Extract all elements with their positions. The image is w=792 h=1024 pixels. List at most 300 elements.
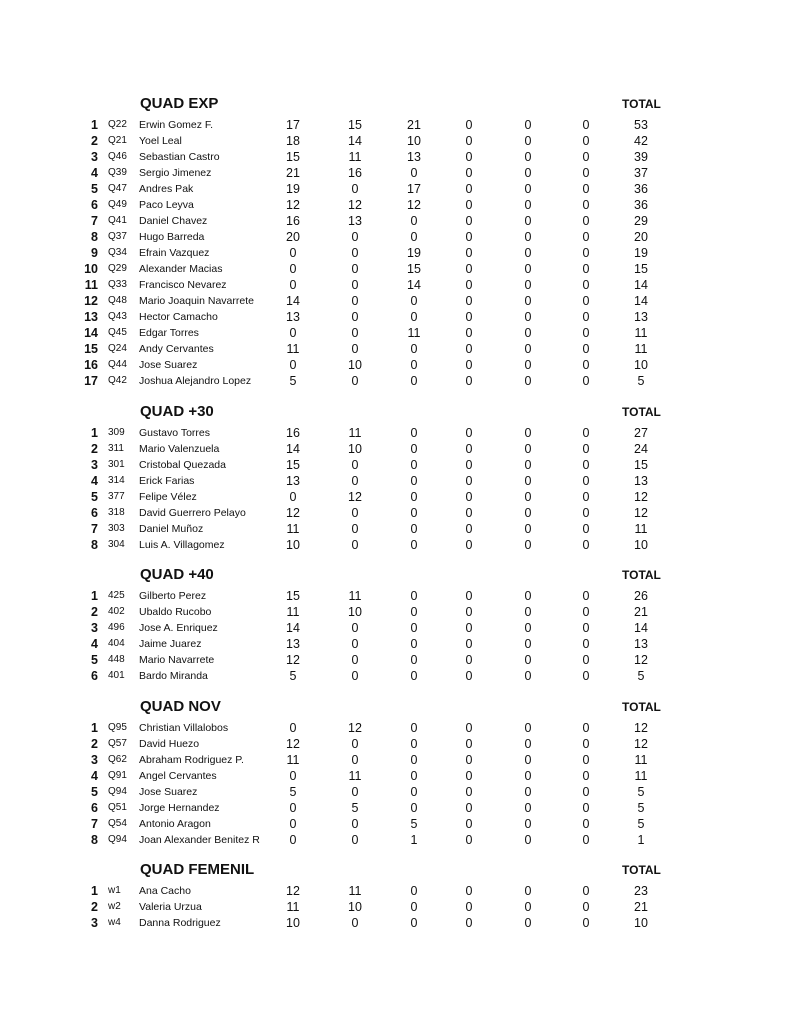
rider-name: Andres Pak [139, 183, 194, 195]
round-score-6: 0 [582, 916, 590, 930]
rider-name: David Huezo [139, 738, 200, 750]
round-score-2: 0 [351, 262, 359, 276]
round-score-6: 0 [582, 769, 590, 783]
section-title: QUAD EXP [140, 95, 219, 112]
round-score-2: 0 [351, 326, 359, 340]
round-score-1: 0 [289, 490, 297, 504]
round-score-6: 0 [582, 326, 590, 340]
round-score-5: 0 [524, 769, 532, 783]
section-title: QUAD +40 [140, 566, 214, 583]
round-score-5: 0 [524, 817, 532, 831]
table-row [0, 229, 792, 245]
round-score-2: 16 [348, 166, 362, 180]
round-score-1: 18 [286, 134, 300, 148]
total-score: 11 [634, 522, 648, 536]
rider-name: Jaime Juarez [139, 638, 202, 650]
rider-number: 425 [108, 590, 125, 601]
round-score-4: 0 [465, 833, 473, 847]
table-row [0, 181, 792, 197]
rider-name: Gustavo Torres [139, 427, 211, 439]
round-score-6: 0 [582, 374, 590, 388]
round-score-2: 13 [348, 214, 362, 228]
total-header: TOTAL [622, 568, 661, 582]
rider-number: Q48 [108, 295, 127, 306]
round-score-6: 0 [582, 737, 590, 751]
place-number: 6 [91, 506, 98, 520]
round-score-2: 0 [351, 833, 359, 847]
round-score-4: 0 [465, 166, 473, 180]
place-number: 5 [91, 785, 98, 799]
rider-name: Mario Navarrete [139, 654, 215, 666]
round-score-3: 0 [410, 426, 418, 440]
round-score-2: 0 [351, 785, 359, 799]
round-score-1: 11 [286, 605, 300, 619]
total-score: 29 [634, 214, 648, 228]
table-row [0, 883, 792, 899]
round-score-1: 13 [286, 310, 300, 324]
round-score-6: 0 [582, 589, 590, 603]
round-score-1: 0 [289, 721, 297, 735]
round-score-5: 0 [524, 538, 532, 552]
rider-number: w2 [108, 901, 121, 912]
section-quad-femenil [0, 861, 792, 931]
place-number: 14 [84, 326, 98, 340]
total-score: 12 [634, 721, 648, 735]
place-number: 9 [91, 246, 98, 260]
total-score: 13 [634, 637, 648, 651]
table-row [0, 373, 792, 389]
round-score-2: 0 [351, 637, 359, 651]
section-quad-nov [0, 698, 792, 848]
round-score-2: 0 [351, 737, 359, 751]
round-score-2: 10 [348, 605, 362, 619]
round-score-3: 0 [410, 669, 418, 683]
rider-number: 448 [108, 654, 125, 665]
table-row [0, 293, 792, 309]
round-score-2: 11 [348, 589, 362, 603]
table-row [0, 117, 792, 133]
place-number: 8 [91, 538, 98, 552]
round-score-3: 13 [407, 150, 421, 164]
round-score-1: 11 [286, 753, 300, 767]
round-score-6: 0 [582, 166, 590, 180]
rider-number: Q51 [108, 802, 127, 813]
round-score-1: 0 [289, 769, 297, 783]
total-score: 10 [634, 358, 648, 372]
total-score: 13 [634, 310, 648, 324]
total-header: TOTAL [622, 405, 661, 419]
rider-number: 401 [108, 670, 125, 681]
table-row [0, 277, 792, 293]
round-score-5: 0 [524, 310, 532, 324]
round-score-4: 0 [465, 326, 473, 340]
rider-number: Q34 [108, 247, 127, 258]
rider-name: Joan Alexander Benitez R [139, 834, 260, 846]
section-header [0, 698, 792, 720]
rider-name: Joshua Alejandro Lopez [139, 375, 252, 387]
rider-name: Danna Rodriguez [139, 917, 221, 929]
round-score-3: 0 [410, 769, 418, 783]
round-score-6: 0 [582, 310, 590, 324]
round-score-4: 0 [465, 621, 473, 635]
rider-name: Hugo Barreda [139, 231, 205, 243]
round-score-6: 0 [582, 278, 590, 292]
round-score-3: 0 [410, 900, 418, 914]
rider-number: Q42 [108, 375, 127, 386]
table-row [0, 636, 792, 652]
round-score-4: 0 [465, 669, 473, 683]
section-quad-40 [0, 566, 792, 684]
round-score-5: 0 [524, 506, 532, 520]
place-number: 4 [91, 637, 98, 651]
round-score-2: 0 [351, 230, 359, 244]
round-score-6: 0 [582, 246, 590, 260]
place-number: 15 [84, 342, 98, 356]
table-row [0, 473, 792, 489]
round-score-2: 0 [351, 374, 359, 388]
round-score-5: 0 [524, 246, 532, 260]
rider-number: 318 [108, 507, 125, 518]
round-score-2: 14 [348, 134, 362, 148]
total-score: 36 [634, 198, 648, 212]
rider-name: Felipe Vélez [139, 491, 197, 503]
total-score: 39 [634, 150, 648, 164]
rider-name: Sergio Jimenez [139, 167, 212, 179]
table-row [0, 309, 792, 325]
place-number: 8 [91, 833, 98, 847]
total-score: 5 [637, 801, 645, 815]
round-score-4: 0 [465, 442, 473, 456]
round-score-4: 0 [465, 801, 473, 815]
round-score-3: 0 [410, 442, 418, 456]
table-row [0, 261, 792, 277]
round-score-5: 0 [524, 753, 532, 767]
place-number: 2 [91, 737, 98, 751]
rider-name: Jorge Hernandez [139, 802, 220, 814]
round-score-6: 0 [582, 134, 590, 148]
round-score-1: 0 [289, 246, 297, 260]
round-score-3: 0 [410, 522, 418, 536]
table-row [0, 149, 792, 165]
total-score: 19 [634, 246, 648, 260]
round-score-6: 0 [582, 490, 590, 504]
round-score-5: 0 [524, 326, 532, 340]
round-score-3: 0 [410, 785, 418, 799]
round-score-1: 10 [286, 916, 300, 930]
place-number: 13 [84, 310, 98, 324]
place-number: 10 [84, 262, 98, 276]
round-score-5: 0 [524, 358, 532, 372]
round-score-1: 0 [289, 833, 297, 847]
rider-name: Jose Suarez [139, 786, 198, 798]
total-score: 26 [634, 589, 648, 603]
round-score-6: 0 [582, 214, 590, 228]
section-header [0, 861, 792, 883]
round-score-4: 0 [465, 589, 473, 603]
rider-name: Jose Suarez [139, 359, 198, 371]
round-score-6: 0 [582, 458, 590, 472]
round-score-6: 0 [582, 198, 590, 212]
round-score-3: 0 [410, 753, 418, 767]
round-score-5: 0 [524, 166, 532, 180]
rider-name: Erick Farias [139, 475, 195, 487]
place-number: 1 [91, 721, 98, 735]
place-number: 4 [91, 769, 98, 783]
round-score-6: 0 [582, 442, 590, 456]
round-score-1: 12 [286, 506, 300, 520]
rider-name: Cristobal Quezada [139, 459, 226, 471]
round-score-5: 0 [524, 214, 532, 228]
table-row [0, 357, 792, 373]
rider-name: Luis A. Villagomez [139, 539, 225, 551]
round-score-2: 15 [348, 118, 362, 132]
total-score: 20 [634, 230, 648, 244]
round-score-6: 0 [582, 637, 590, 651]
round-score-4: 0 [465, 506, 473, 520]
round-score-6: 0 [582, 342, 590, 356]
rider-number: 314 [108, 475, 125, 486]
round-score-1: 19 [286, 182, 300, 196]
place-number: 16 [84, 358, 98, 372]
total-score: 11 [634, 769, 648, 783]
rider-number: 304 [108, 539, 125, 550]
total-score: 37 [634, 166, 648, 180]
table-row [0, 588, 792, 604]
round-score-1: 16 [286, 426, 300, 440]
round-score-2: 0 [351, 278, 359, 292]
round-score-3: 0 [410, 342, 418, 356]
round-score-6: 0 [582, 817, 590, 831]
total-score: 23 [634, 884, 648, 898]
round-score-1: 0 [289, 262, 297, 276]
round-score-3: 21 [407, 118, 421, 132]
rider-number: Q54 [108, 818, 127, 829]
table-row [0, 832, 792, 848]
table-row [0, 784, 792, 800]
round-score-5: 0 [524, 442, 532, 456]
round-score-6: 0 [582, 621, 590, 635]
round-score-1: 5 [289, 374, 297, 388]
round-score-1: 13 [286, 474, 300, 488]
round-score-4: 0 [465, 182, 473, 196]
round-score-2: 0 [351, 621, 359, 635]
round-score-1: 5 [289, 785, 297, 799]
rider-number: 404 [108, 638, 125, 649]
rider-number: Q29 [108, 263, 127, 274]
round-score-6: 0 [582, 538, 590, 552]
total-score: 53 [634, 118, 648, 132]
round-score-2: 0 [351, 669, 359, 683]
round-score-4: 0 [465, 374, 473, 388]
round-score-3: 0 [410, 801, 418, 815]
round-score-5: 0 [524, 150, 532, 164]
round-score-3: 0 [410, 721, 418, 735]
round-score-5: 0 [524, 278, 532, 292]
rider-number: 309 [108, 427, 125, 438]
place-number: 17 [84, 374, 98, 388]
total-score: 15 [634, 458, 648, 472]
rider-name: Ubaldo Rucobo [139, 606, 212, 618]
round-score-2: 11 [348, 150, 362, 164]
round-score-1: 14 [286, 621, 300, 635]
rider-number: Q57 [108, 738, 127, 749]
round-score-4: 0 [465, 522, 473, 536]
rider-name: David Guerrero Pelayo [139, 507, 246, 519]
rider-name: Christian Villalobos [139, 722, 229, 734]
table-row [0, 537, 792, 553]
round-score-1: 0 [289, 278, 297, 292]
round-score-5: 0 [524, 669, 532, 683]
round-score-6: 0 [582, 785, 590, 799]
total-score: 36 [634, 182, 648, 196]
round-score-2: 11 [348, 884, 362, 898]
round-score-3: 0 [410, 358, 418, 372]
round-score-6: 0 [582, 294, 590, 308]
round-score-2: 10 [348, 358, 362, 372]
rider-number: 496 [108, 622, 125, 633]
round-score-3: 15 [407, 262, 421, 276]
round-score-6: 0 [582, 900, 590, 914]
rider-number: Q62 [108, 754, 127, 765]
section-quad-30 [0, 403, 792, 553]
rider-name: Yoel Leal [139, 135, 182, 147]
section-title: QUAD NOV [140, 698, 221, 715]
place-number: 4 [91, 166, 98, 180]
total-score: 12 [634, 653, 648, 667]
round-score-5: 0 [524, 294, 532, 308]
round-score-1: 14 [286, 294, 300, 308]
round-score-4: 0 [465, 753, 473, 767]
rider-name: Andy Cervantes [139, 343, 214, 355]
section-quad-exp [0, 95, 792, 389]
round-score-5: 0 [524, 490, 532, 504]
round-score-5: 0 [524, 182, 532, 196]
place-number: 4 [91, 474, 98, 488]
rider-number: 377 [108, 491, 125, 502]
rider-name: Alexander Macias [139, 263, 223, 275]
rider-number: Q46 [108, 151, 127, 162]
rider-name: Efrain Vazquez [139, 247, 210, 259]
place-number: 5 [91, 653, 98, 667]
round-score-1: 15 [286, 458, 300, 472]
place-number: 1 [91, 118, 98, 132]
round-score-5: 0 [524, 230, 532, 244]
table-row [0, 425, 792, 441]
round-score-4: 0 [465, 134, 473, 148]
rider-number: Q22 [108, 119, 127, 130]
round-score-3: 0 [410, 166, 418, 180]
table-row [0, 489, 792, 505]
round-score-2: 0 [351, 294, 359, 308]
round-score-4: 0 [465, 342, 473, 356]
total-score: 11 [634, 753, 648, 767]
table-row [0, 133, 792, 149]
round-score-1: 0 [289, 801, 297, 815]
round-score-1: 21 [286, 166, 300, 180]
round-score-1: 5 [289, 669, 297, 683]
round-score-5: 0 [524, 833, 532, 847]
rider-number: 402 [108, 606, 125, 617]
rider-number: Q39 [108, 167, 127, 178]
rider-number: Q44 [108, 359, 127, 370]
round-score-1: 14 [286, 442, 300, 456]
section-header [0, 566, 792, 588]
round-score-3: 0 [410, 653, 418, 667]
place-number: 6 [91, 198, 98, 212]
round-score-2: 0 [351, 474, 359, 488]
total-header: TOTAL [622, 97, 661, 111]
total-score: 24 [634, 442, 648, 456]
place-number: 3 [91, 753, 98, 767]
round-score-2: 12 [348, 721, 362, 735]
rider-number: Q45 [108, 327, 127, 338]
round-score-5: 0 [524, 721, 532, 735]
round-score-2: 12 [348, 490, 362, 504]
rider-name: Antonio Aragon [139, 818, 211, 830]
round-score-2: 12 [348, 198, 362, 212]
round-score-4: 0 [465, 721, 473, 735]
round-score-3: 12 [407, 198, 421, 212]
round-score-3: 0 [410, 737, 418, 751]
round-score-1: 12 [286, 653, 300, 667]
rider-number: Q94 [108, 834, 127, 845]
rider-name: Mario Joaquin Navarrete [139, 295, 254, 307]
round-score-5: 0 [524, 605, 532, 619]
rider-number: Q95 [108, 722, 127, 733]
round-score-4: 0 [465, 916, 473, 930]
place-number: 11 [84, 278, 98, 292]
table-row [0, 604, 792, 620]
total-score: 11 [634, 326, 648, 340]
round-score-4: 0 [465, 358, 473, 372]
rider-name: Bardo Miranda [139, 670, 208, 682]
round-score-2: 0 [351, 817, 359, 831]
place-number: 5 [91, 182, 98, 196]
round-score-6: 0 [582, 833, 590, 847]
round-score-4: 0 [465, 637, 473, 651]
place-number: 6 [91, 801, 98, 815]
round-score-6: 0 [582, 262, 590, 276]
rider-name: Sebastian Castro [139, 151, 220, 163]
round-score-2: 10 [348, 900, 362, 914]
total-score: 13 [634, 474, 648, 488]
round-score-6: 0 [582, 605, 590, 619]
round-score-2: 0 [351, 653, 359, 667]
round-score-5: 0 [524, 621, 532, 635]
total-header: TOTAL [622, 863, 661, 877]
round-score-4: 0 [465, 817, 473, 831]
round-score-6: 0 [582, 522, 590, 536]
round-score-3: 0 [410, 538, 418, 552]
round-score-5: 0 [524, 637, 532, 651]
round-score-6: 0 [582, 230, 590, 244]
place-number: 2 [91, 442, 98, 456]
round-score-1: 10 [286, 538, 300, 552]
round-score-4: 0 [465, 310, 473, 324]
total-score: 14 [634, 294, 648, 308]
round-score-1: 0 [289, 358, 297, 372]
table-row [0, 915, 792, 931]
round-score-4: 0 [465, 262, 473, 276]
total-score: 10 [634, 538, 648, 552]
round-score-5: 0 [524, 737, 532, 751]
round-score-2: 5 [351, 801, 359, 815]
place-number: 7 [91, 214, 98, 228]
round-score-6: 0 [582, 182, 590, 196]
rider-name: Daniel Muñoz [139, 523, 204, 535]
round-score-5: 0 [524, 342, 532, 356]
table-row [0, 899, 792, 915]
